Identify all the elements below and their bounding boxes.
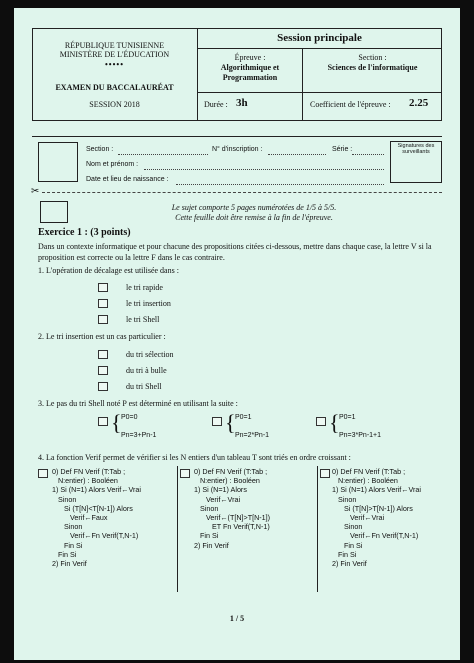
- ministry-name: MINISTÈRE DE L'ÉDUCATION: [59, 50, 170, 59]
- q2-answer-box-2[interactable]: [98, 366, 108, 375]
- q3-option-2-p0: P0=1: [235, 414, 252, 421]
- date-label: Date et lieu de naissance :: [86, 176, 169, 183]
- q2-option-1: du tri sélection: [126, 350, 174, 359]
- stars-ornament: •••••: [104, 60, 124, 69]
- notice-line-2: Cette feuille doit être remise à la fin de l'épreuve.: [175, 213, 333, 222]
- q4-answer-box-1[interactable]: [38, 469, 48, 478]
- q1-option-1: le tri rapide: [126, 283, 163, 292]
- exam-page: [14, 8, 460, 660]
- q1-option-3: le tri Shell: [126, 315, 160, 324]
- section-value: Sciences de l'informatique: [327, 63, 418, 72]
- q3-option-1-pn: Pn=3+Pn-1: [121, 432, 157, 439]
- q2-answer-box-3[interactable]: [98, 382, 108, 391]
- coef-value: 2.25: [409, 97, 429, 109]
- notice-line-1: Le sujet comporte 5 pages numérotées de 1/5 à 5/5.: [171, 203, 337, 212]
- cut-line: [42, 192, 442, 193]
- q4-code-3: 0) Def FN Verif (T:Tab ; N:entier) : Booléen 1) Si (N=1) Alors Verif←Vrai Sinon Si (T[N]>T[N-1]) Alors Verif←Vrai Sinon Verif←Fn Verif(T,N-1) Fin Si Fin Si 2) Fin Verif: [332, 467, 422, 569]
- date-field[interactable]: [176, 184, 384, 185]
- q4-divider-1: [177, 466, 178, 592]
- inscription-field[interactable]: [268, 154, 326, 155]
- serie-field[interactable]: [352, 154, 384, 155]
- signatures-label: Signatures des surveillants: [397, 143, 435, 155]
- q3-brace-1: {: [111, 410, 122, 435]
- q3-answer-box-1[interactable]: [98, 417, 108, 426]
- q4-answer-box-3[interactable]: [320, 469, 330, 478]
- q3-option-3-pn: Pn=3*Pn-1+1: [339, 432, 382, 439]
- q3-option-2-pn: Pn=2*Pn-1: [235, 432, 270, 439]
- student-section-field[interactable]: [118, 154, 208, 155]
- q2-option-3: du tri Shell: [126, 382, 162, 391]
- q4-code-1: 0) Def FN Verif (T:Tab ; N:entier) : Booléen 1) Si (N=1) Alors Verif←Vrai Sinon Si (T[N]<T[N-1]) Alors Verif←Faux Sinon Verif←Fn Verif(T,N-1) Fin Si Fin Si 2) Fin Verif: [52, 467, 142, 569]
- q3-brace-3: {: [329, 410, 340, 435]
- country-name: RÉPUBLIQUE TUNISIENNE: [64, 41, 165, 50]
- serie-label: Série :: [332, 146, 353, 153]
- duree-label: Durée :: [204, 100, 228, 109]
- inscription-label: N° d'inscription :: [212, 146, 263, 153]
- session-type: Session principale: [277, 32, 362, 44]
- q1-option-2: le tri insertion: [126, 299, 171, 308]
- q2-option-2: du tri à bulle: [126, 366, 167, 375]
- exercise-title: Exercice 1 : (3 points): [38, 227, 131, 238]
- q1-text: 1. L'opération de décalage est utilisée dans :: [38, 266, 179, 275]
- q3-brace-2: {: [225, 410, 236, 435]
- page-number: 1 / 5: [229, 614, 245, 623]
- q3-option-1-p0: P0=0: [121, 414, 138, 421]
- coef-label: Coefficient de l'épreuve :: [310, 100, 391, 109]
- q3-text: 3. Le pas du tri Shell noté P est déterminé en utilisant la suite :: [38, 399, 238, 408]
- q3-answer-box-2[interactable]: [212, 417, 222, 426]
- q4-divider-2: [317, 466, 318, 592]
- epreuve-label: Épreuve :: [234, 53, 266, 62]
- q1-answer-box-3[interactable]: [98, 315, 108, 324]
- epreuve-value: Algorithmique et Programmation: [220, 63, 280, 82]
- student-section-label: Section :: [86, 146, 114, 153]
- section-label: Section :: [358, 53, 387, 62]
- grade-box[interactable]: [40, 201, 68, 223]
- nom-label: Nom et prénom :: [86, 161, 139, 168]
- duree-value: 3h: [236, 97, 248, 109]
- q3-option-3-p0: P0=1: [339, 414, 356, 421]
- exam-title: EXAMEN DU BACCALAURÉAT: [55, 83, 174, 92]
- q3-answer-box-3[interactable]: [316, 417, 326, 426]
- nom-field[interactable]: [144, 169, 384, 170]
- q4-code-2: 0) Def FN Verif (T:Tab ; N:entier) : Booléen 1) Si (N=1) Alors Verif←Vrai Sinon Verif←(T[N]>T[N-1]) ET Fn Verif(T,N-1) Fin Si 2) Fin Verif: [194, 467, 271, 550]
- q1-answer-box-1[interactable]: [98, 283, 108, 292]
- q1-answer-box-2[interactable]: [98, 299, 108, 308]
- q4-text: 4. La fonction Verif permet de vérifier si les N entiers d'un tableau T sont triés en ordre croissant :: [38, 453, 351, 462]
- exercise-intro: Dans un contexte informatique et pour chacune des propositions citées ci-dessous, mettre dans chaque case, la lettre V si la proposition est correcte ou la lettre F dans le cas contraire.: [38, 242, 432, 262]
- student-id-box[interactable]: [38, 142, 78, 182]
- q4-answer-box-2[interactable]: [180, 469, 190, 478]
- scissors-icon: ✂: [31, 186, 40, 197]
- q2-text: 2. Le tri insertion est un cas particulier :: [38, 332, 166, 341]
- q2-answer-box-1[interactable]: [98, 350, 108, 359]
- session-year: SESSION 2018: [89, 100, 140, 109]
